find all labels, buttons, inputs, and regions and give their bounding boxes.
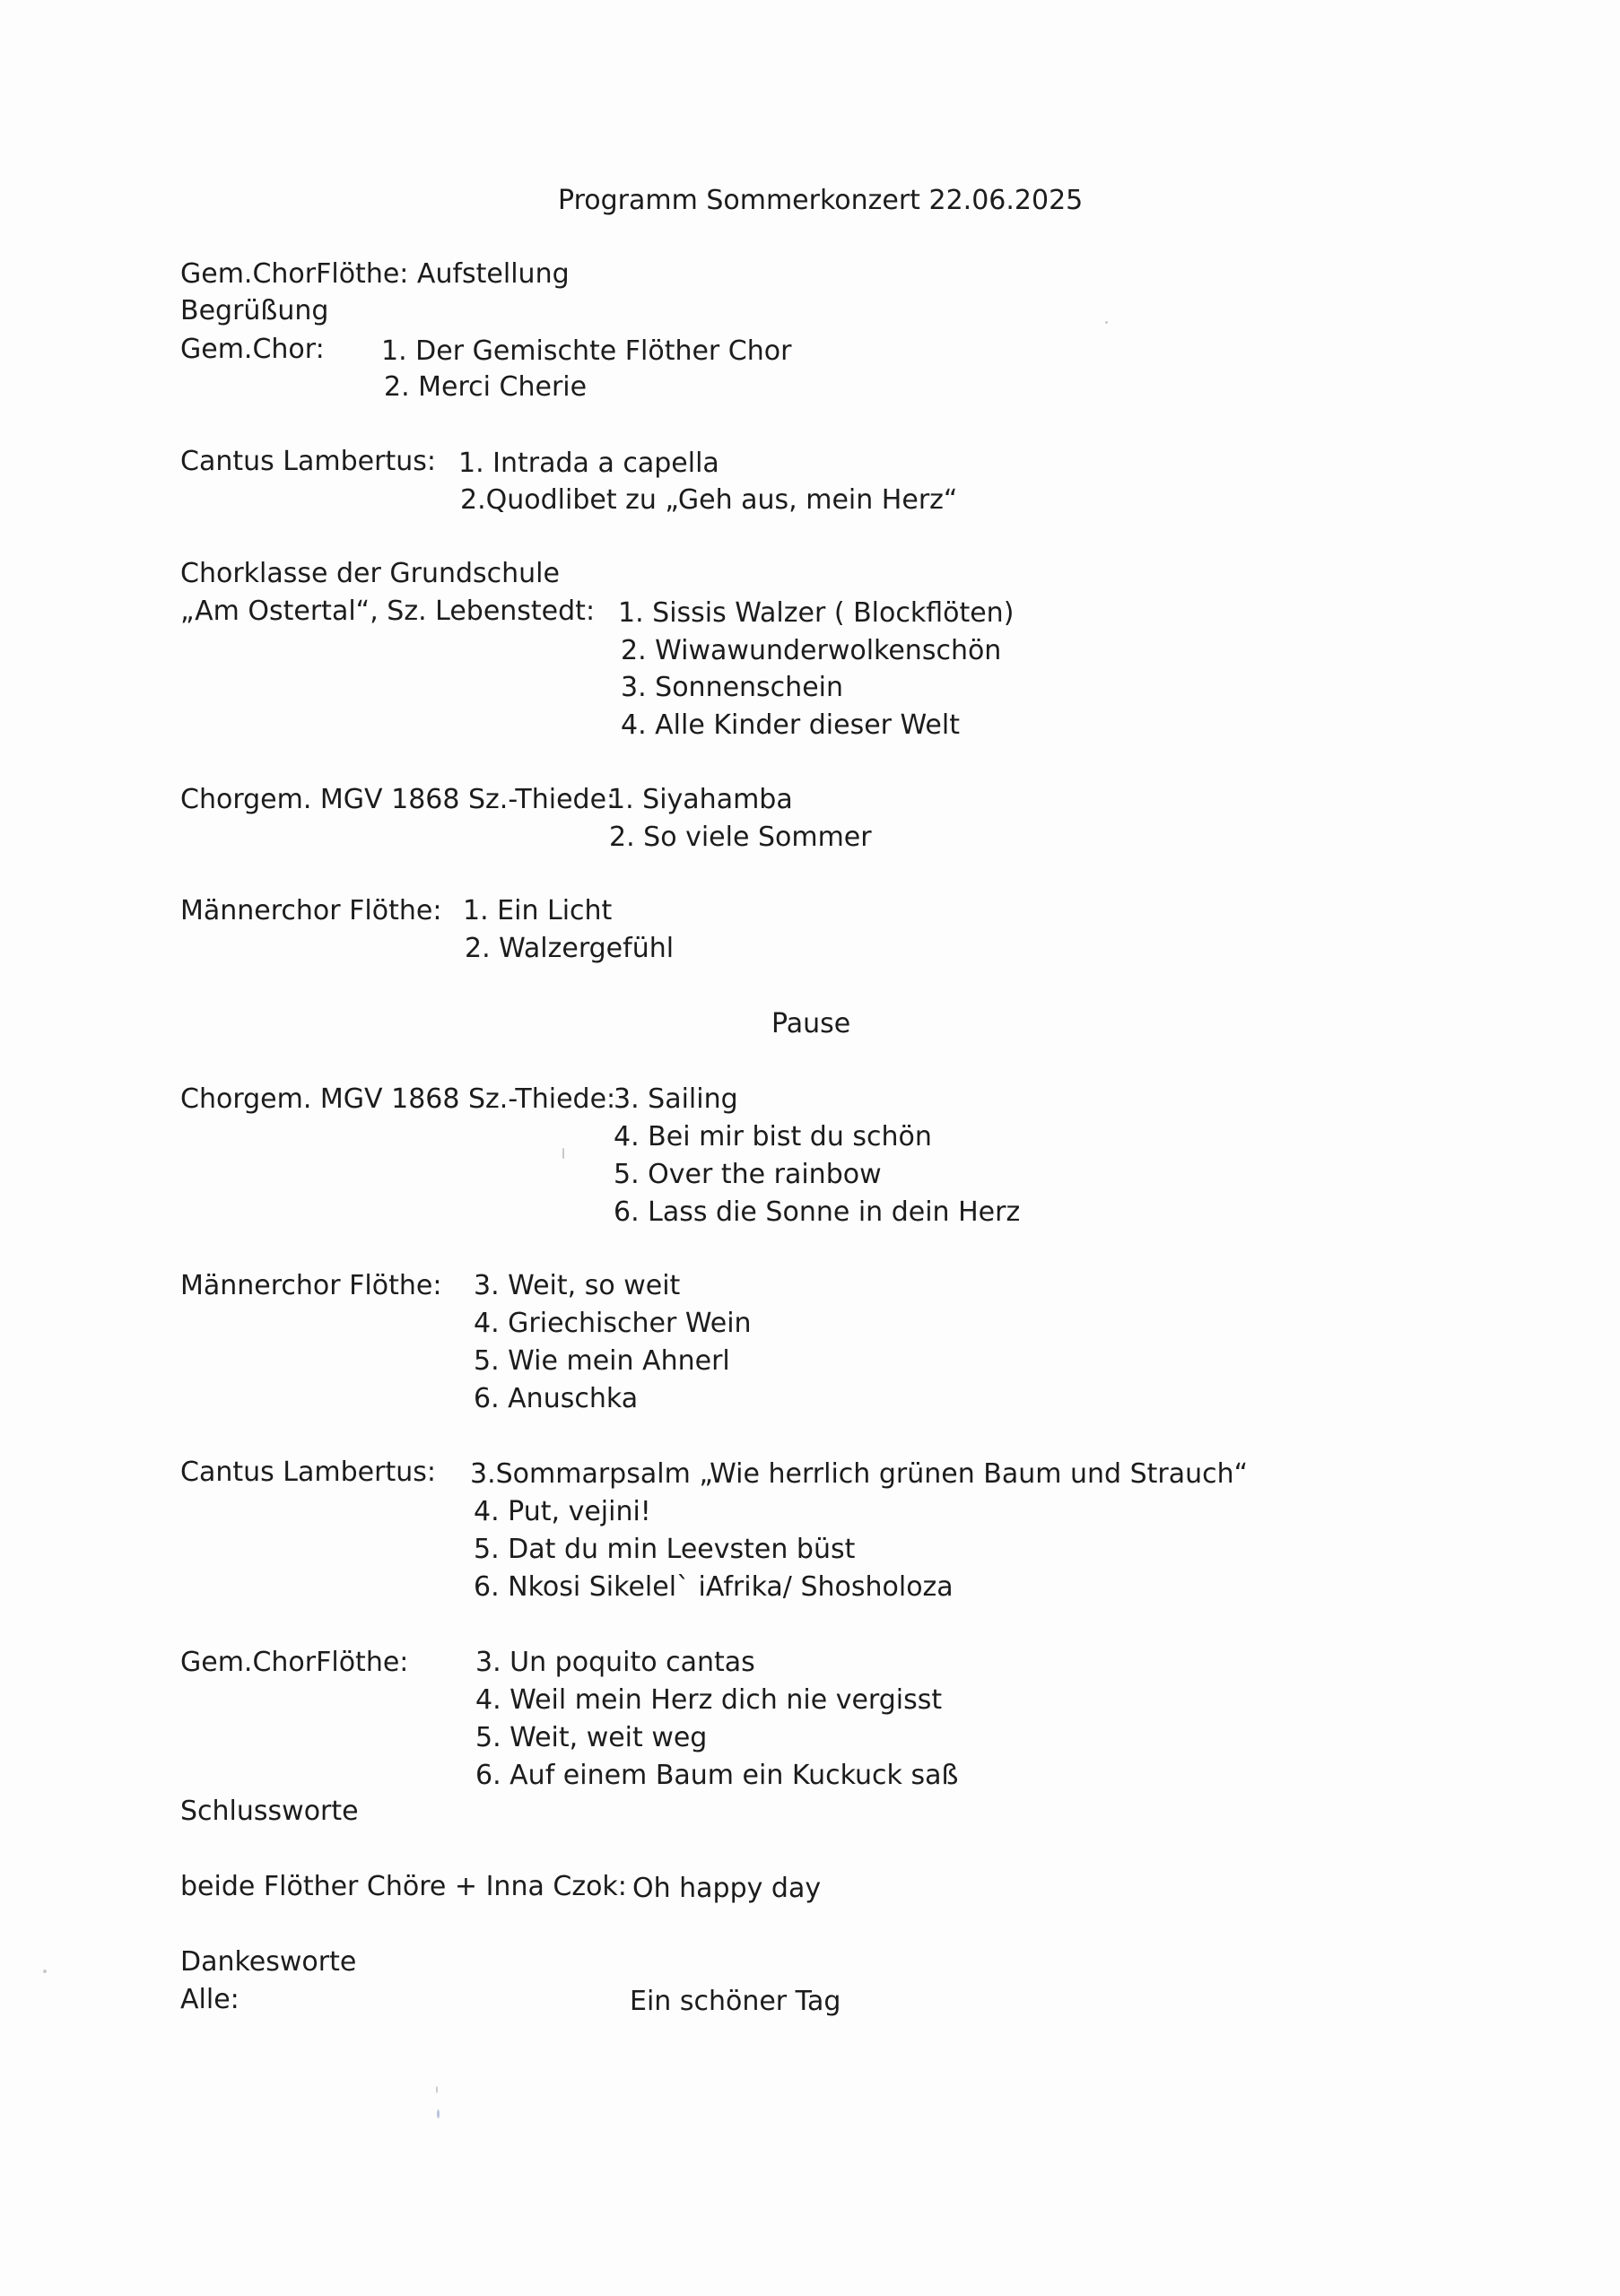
song-item: 6. Nkosi Sikelel` iAfrika/ Shosholoza (474, 1571, 954, 1603)
song-item: 2. Merci Cherie (384, 371, 588, 403)
scan-speck (562, 1148, 564, 1159)
performer-chorgem-mgv: Chorgem. MGV 1868 Sz.-Thiede: (180, 1083, 616, 1115)
song-item: 6. Lass die Sonne in dein Herz (614, 1196, 1021, 1228)
song-item: 5. Weit, weit weg (475, 1722, 708, 1753)
song-item: 3. Un poquito cantas (475, 1647, 755, 1678)
performer-gem-chor: Gem.Chor: (180, 334, 325, 365)
song-item: 2.Quodlibet zu „Geh aus, mein Herz“ (460, 484, 958, 516)
song-item: 2. So viele Sommer (609, 822, 872, 853)
performer-cantus-lambertus: Cantus Lambertus: (180, 1457, 436, 1488)
scan-speck (43, 1970, 47, 1973)
scan-speck (436, 2086, 438, 2093)
song-item: 5. Over the rainbow (614, 1159, 882, 1190)
performer-maennerchor: Männerchor Flöthe: (180, 895, 442, 926)
song-item: 3. Weit, so weit (474, 1270, 681, 1301)
song-item: 1. Sissis Walzer ( Blockflöten) (618, 597, 1015, 629)
performer-maennerchor: Männerchor Flöthe: (180, 1270, 442, 1301)
alle-label: Alle: (180, 1984, 240, 2015)
song-item: 6. Auf einem Baum ein Kuckuck saß (475, 1760, 959, 1791)
schlussworte-label: Schlussworte (180, 1796, 359, 1827)
performer-chorklasse-line1: Chorklasse der Grundschule (180, 558, 560, 589)
finale-performer: beide Flöther Chöre + Inna Czok: (180, 1871, 627, 1902)
song-item: 1. Siyahamba (608, 784, 793, 815)
performer-cantus-lambertus: Cantus Lambertus: (180, 446, 436, 477)
opening-line-begruessung: Begrüßung (180, 295, 329, 326)
song-item: 3. Sonnenschein (621, 672, 843, 703)
song-item: 1. Der Gemischte Flöther Chor (381, 335, 792, 367)
scan-speck (1105, 321, 1108, 324)
song-item: 4. Weil mein Herz dich nie vergisst (475, 1684, 943, 1716)
pause-label: Pause (771, 1008, 851, 1039)
performer-chorgem-mgv: Chorgem. MGV 1868 Sz.-Thiede: (180, 784, 616, 815)
song-item: 5. Wie mein Ahnerl (474, 1345, 730, 1377)
performer-gem-chorfloethe: Gem.ChorFlöthe: (180, 1647, 409, 1678)
opening-line-aufstellung: Gem.ChorFlöthe: Aufstellung (180, 258, 570, 290)
song-item: 1. Intrada a capella (458, 448, 719, 479)
song-item: 2. Walzergefühl (465, 933, 675, 964)
song-item: 6. Anuschka (474, 1383, 639, 1414)
song-item: 1. Ein Licht (463, 895, 613, 926)
finale-song: Oh happy day (632, 1873, 822, 1904)
song-item: 3. Sailing (614, 1083, 738, 1115)
scan-speck (437, 2109, 440, 2118)
performer-chorklasse-line2: „Am Ostertal“, Sz. Lebenstedt: (180, 596, 596, 627)
alle-song: Ein schöner Tag (630, 1986, 841, 2017)
song-item: 3.Sommarpsalm „Wie herrlich grünen Baum und Strauch“ (470, 1458, 1249, 1490)
song-item: 4. Alle Kinder dieser Welt (621, 709, 960, 741)
song-item: 2. Wiwawunderwolkenschön (621, 635, 1002, 666)
song-item: 5. Dat du min Leevsten büst (474, 1534, 856, 1565)
page-title: Programm Sommerkonzert 22.06.2025 (558, 185, 1084, 216)
dankesworte-label: Dankesworte (180, 1946, 357, 1978)
song-item: 4. Griechischer Wein (474, 1308, 752, 1339)
song-item: 4. Put, vejini! (474, 1496, 651, 1527)
song-item: 4. Bei mir bist du schön (614, 1121, 932, 1152)
